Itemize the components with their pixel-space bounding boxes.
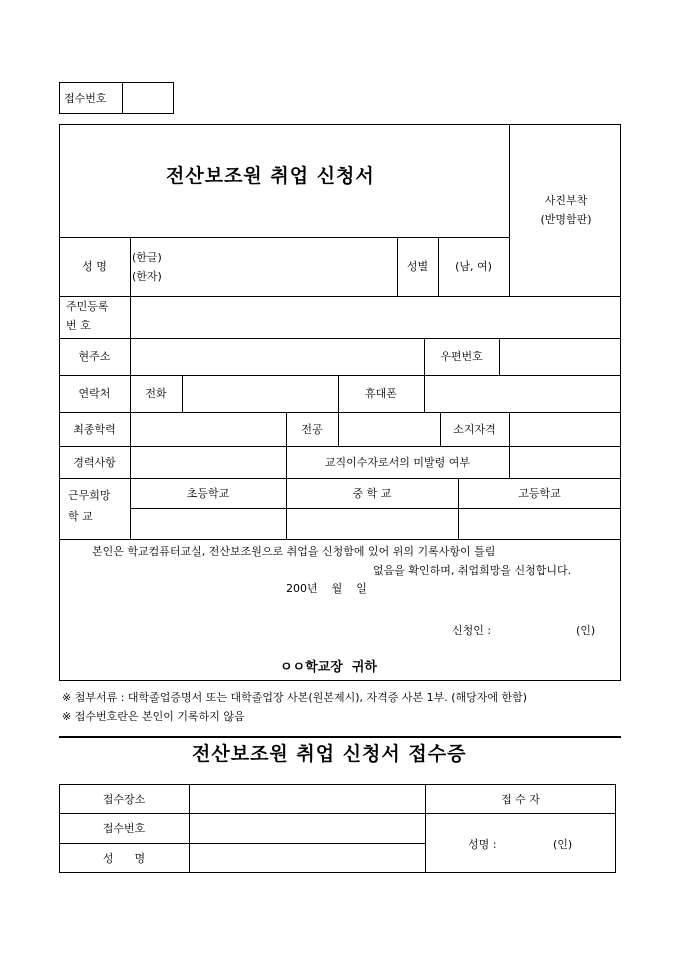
row-line [59, 237, 509, 238]
career-input[interactable] [132, 448, 284, 477]
photo-label-2: (반명함판) [540, 213, 592, 226]
education-input[interactable] [132, 414, 284, 445]
cell-divider [189, 784, 190, 873]
license-input[interactable] [511, 414, 620, 445]
major-input[interactable] [340, 414, 438, 445]
receipt-name-input[interactable] [191, 845, 423, 872]
receipt-title: 전산보조원 취업 신청서 접수증 [192, 743, 467, 765]
cell-divider [499, 338, 500, 375]
education-label: 최종학력 [73, 423, 116, 436]
row-line [59, 478, 621, 479]
career-label: 경력사항 [73, 456, 116, 469]
contact-label: 연락처 [78, 387, 111, 400]
receipt-place-label: 접수장소 [102, 793, 146, 806]
school-label-1: 근무희망 [68, 489, 111, 502]
row-line [59, 813, 616, 814]
application-date[interactable]: 200년 월 일 [286, 582, 367, 595]
receipt-number-input-2[interactable] [191, 815, 423, 842]
resident-label-2: 번 호 [66, 319, 91, 332]
applicant-label: 신청인 : [452, 624, 492, 637]
name-label: 성 명 [82, 260, 107, 273]
note-receipt-number: ※ 접수번호란은 본인이 기록하지 않음 [62, 710, 245, 723]
cell-divider [509, 412, 510, 446]
row-line [59, 338, 621, 339]
resident-number-input[interactable] [132, 298, 620, 336]
address-label: 현주소 [78, 350, 111, 363]
high-school-label: 고등학교 [518, 487, 561, 500]
mobile-label: 휴대폰 [365, 387, 397, 400]
receiver-label: 접 수 자 [501, 793, 540, 806]
license-label: 소지자격 [453, 423, 496, 436]
photo-label-1: 사진부착 [544, 194, 588, 207]
statement-line-2: 없음을 확인하며, 취업희망을 신청합니다. [373, 564, 572, 577]
name-hangul-label: (한글) [132, 251, 162, 264]
cell-divider [182, 375, 183, 412]
name-input[interactable] [170, 240, 395, 294]
middle-school-input[interactable] [288, 510, 456, 538]
row-line [59, 375, 621, 376]
receipt-name-label: 성 명 [102, 852, 146, 865]
row-line [130, 508, 621, 509]
receipt-number-divider [122, 82, 123, 114]
receiver-signature[interactable] [510, 834, 550, 854]
mobile-input[interactable] [426, 377, 620, 411]
cell-divider [338, 412, 339, 446]
note-attachments: ※ 첨부서류 : 대학졸업증명서 또는 대학졸업장 사본(원본제시), 자격증 사본 1부. (해당자에 한함) [62, 691, 528, 704]
major-label: 전공 [301, 423, 323, 436]
applicant-signature[interactable] [505, 620, 570, 640]
phone-label: 전화 [145, 387, 167, 400]
cut-line [59, 736, 621, 738]
applicant-seal: (인) [576, 624, 596, 637]
gender-label: 성별 [406, 260, 429, 273]
form-title: 전산보조원 취업 신청서 [166, 165, 375, 187]
row-line [59, 446, 621, 447]
teacher-status-input[interactable] [511, 448, 620, 477]
high-school-input[interactable] [460, 510, 620, 538]
receipt-number-label-2: 접수번호 [102, 822, 146, 835]
row-line [59, 296, 621, 297]
postal-code-input[interactable] [501, 340, 619, 374]
elementary-school-input[interactable] [132, 510, 284, 538]
elementary-school-label: 초등학교 [186, 487, 230, 500]
photo-area[interactable] [510, 125, 620, 295]
name-hanja-label: (한자) [132, 270, 162, 283]
middle-school-label: 중 학 교 [352, 487, 392, 500]
row-line [59, 539, 621, 540]
school-label-2: 학 교 [68, 510, 93, 523]
receipt-place-input[interactable] [191, 786, 423, 812]
statement-line-1: 본인은 학교컴퓨터교실, 전산보조원으로 취업을 신청함에 있어 위의 기록사항이 틀림 [92, 545, 496, 558]
recipient-line: ㅇㅇ학교장 귀하 [280, 660, 377, 675]
address-input[interactable] [132, 340, 422, 374]
row-line [59, 843, 425, 844]
postal-code-label: 우편번호 [440, 350, 483, 363]
cell-divider [424, 375, 425, 412]
receipt-number-field[interactable] [124, 84, 172, 112]
receipt-number-label: 접수번호 [64, 92, 107, 105]
teacher-status-label: 교직이수자로서의 미발령 여부 [324, 456, 471, 469]
receiver-name-label: 성명 : [468, 838, 497, 851]
gender-value[interactable]: (남, 여) [455, 260, 492, 273]
resident-label-1: 주민등록 [66, 300, 109, 313]
cell-divider [509, 446, 510, 478]
phone-input[interactable] [184, 377, 336, 411]
receiver-seal: (인) [553, 838, 573, 851]
row-line [59, 412, 621, 413]
